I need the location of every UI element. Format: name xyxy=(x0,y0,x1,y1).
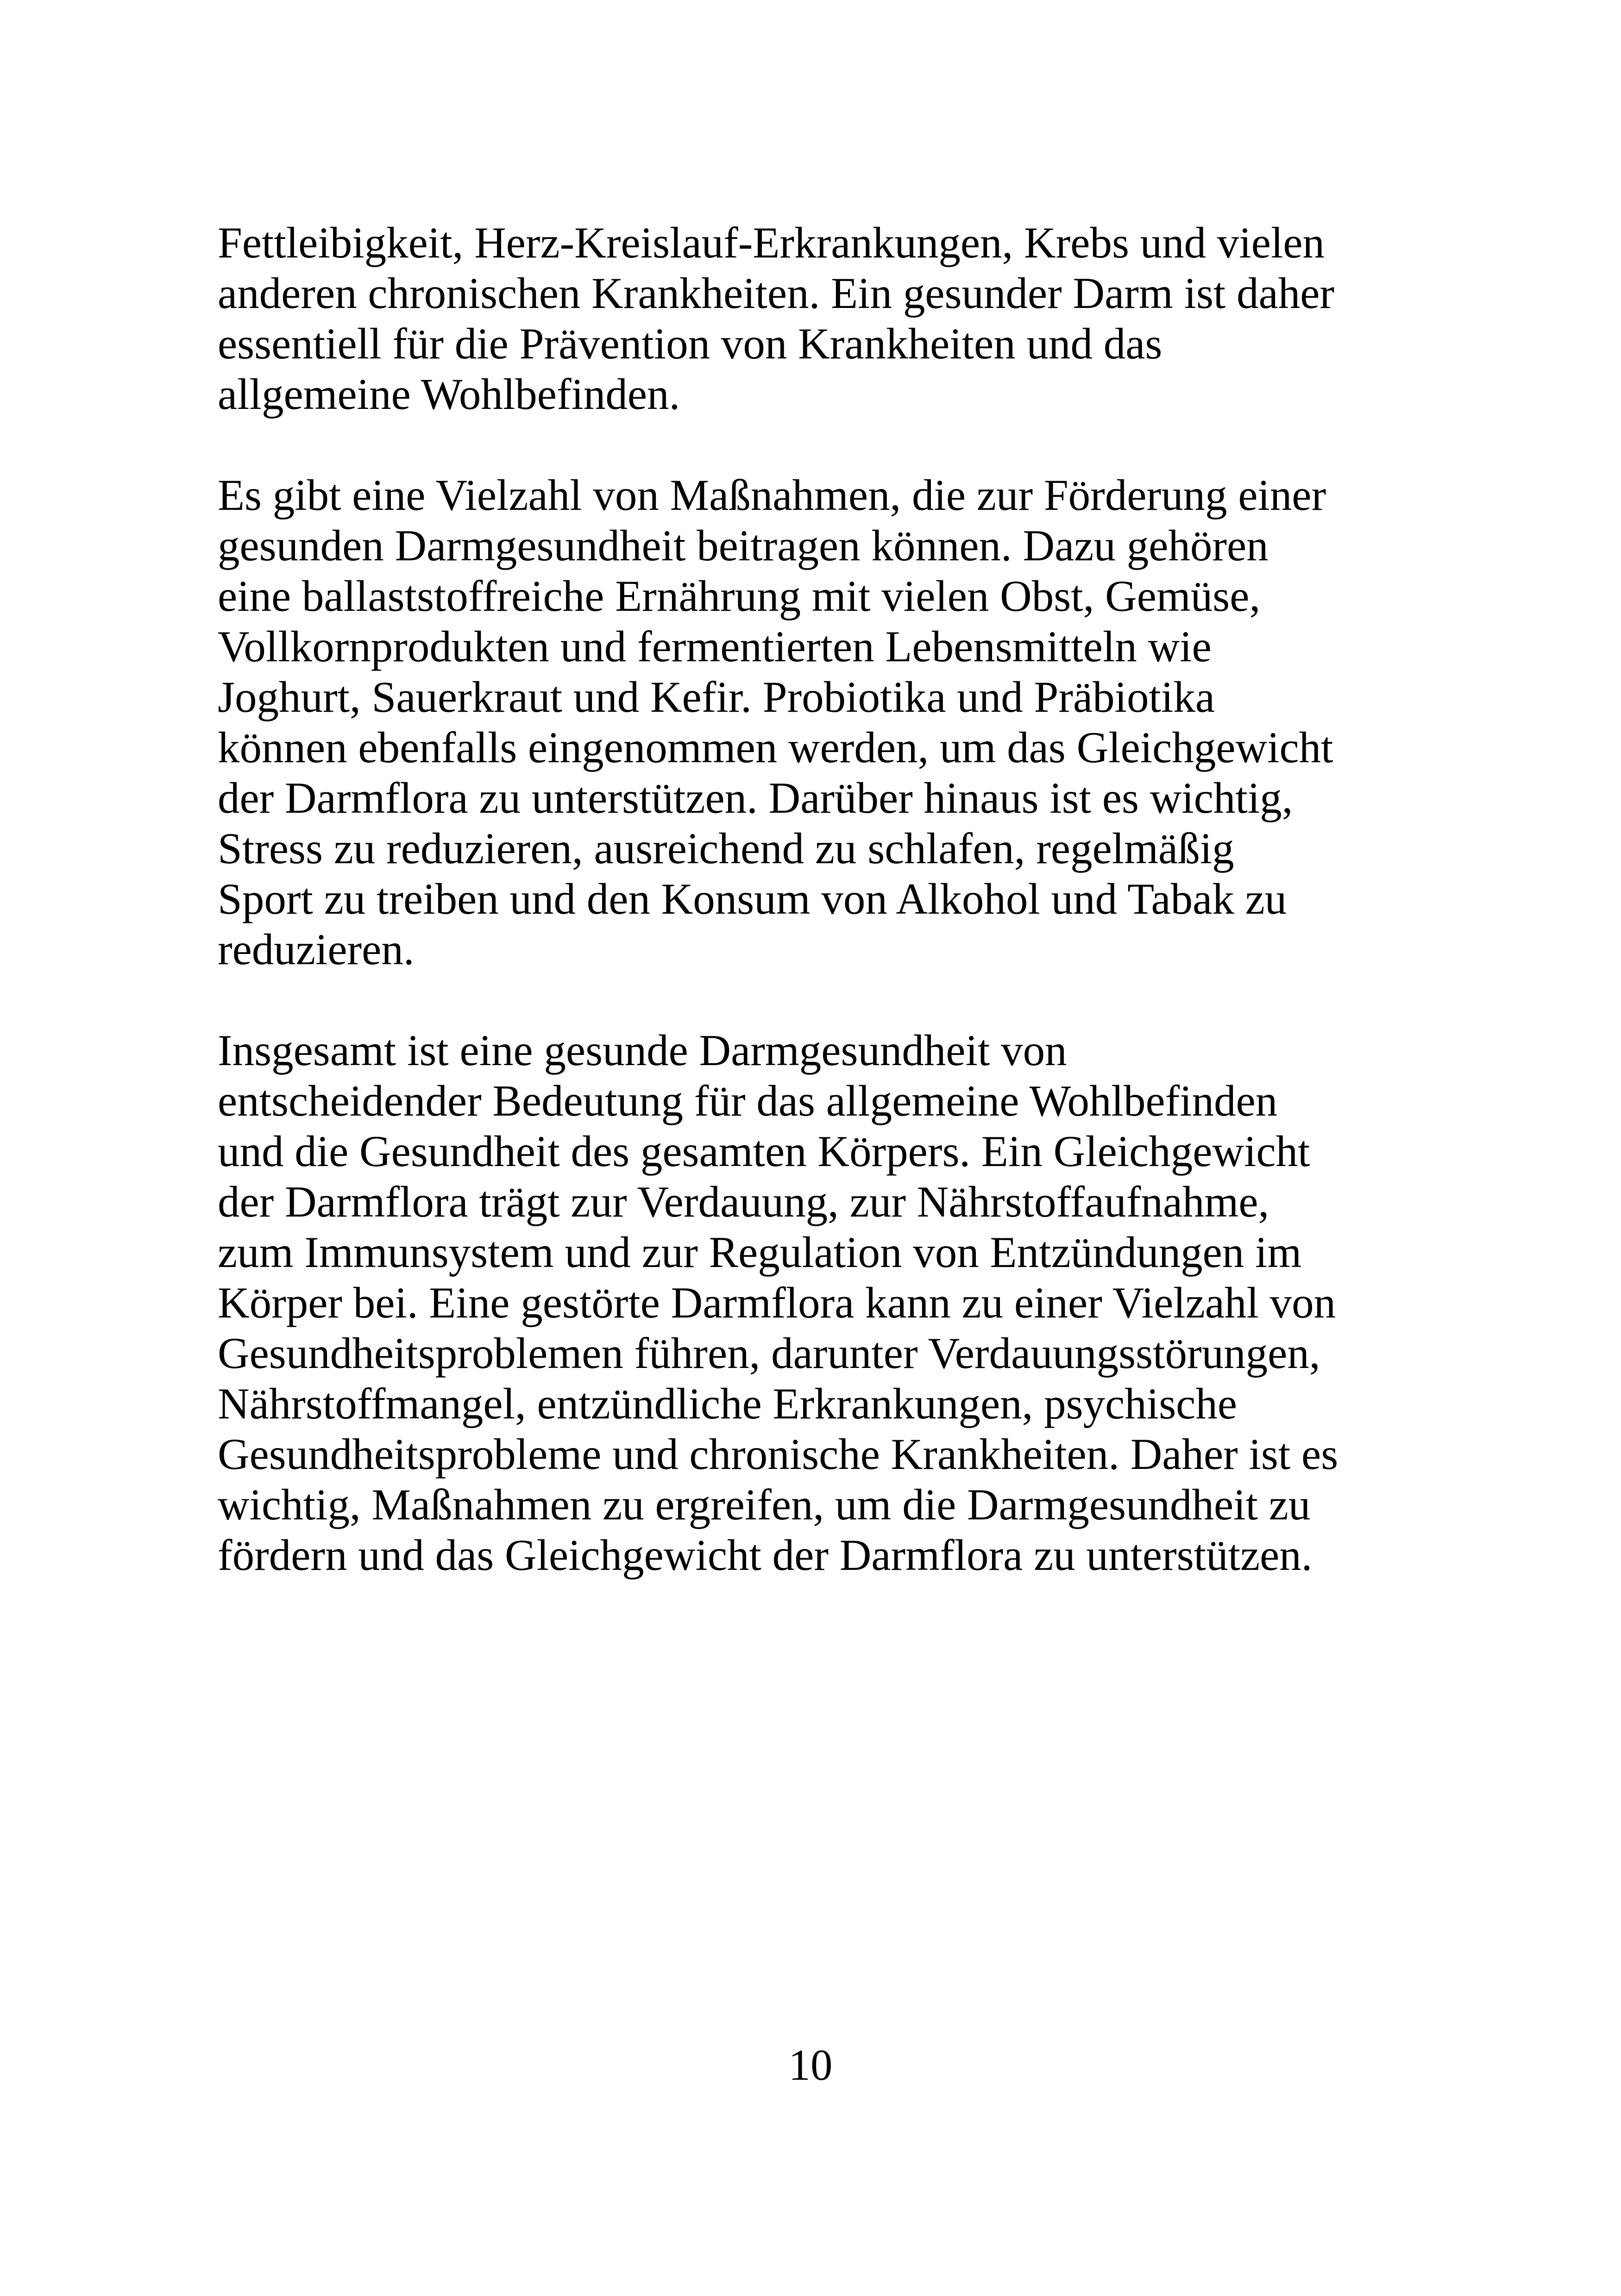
page-number: 10 xyxy=(788,2040,833,2089)
text-line: Joghurt, Sauerkraut und Kefir. Probiotika und Präbiotika xyxy=(218,672,1215,721)
text-line: Es gibt eine Vielzahl von Maßnahmen, die zur Förderung einer xyxy=(218,470,1326,520)
body-text xyxy=(218,218,1431,1631)
text-line: und die Gesundheit des gesamten Körpers. Ein Gleichgewicht xyxy=(218,1127,1310,1176)
text-line: Insgesamt ist eine gesunde Darmgesundheit von xyxy=(218,1026,1067,1075)
text-line: Fettleibigkeit, Herz-Kreislauf-Erkrankungen, Krebs und vielen xyxy=(218,218,1325,267)
text-line: fördern und das Gleichgewicht der Darmflora zu unterstützen. xyxy=(218,1531,1313,1580)
paragraph-3 xyxy=(218,1025,1431,1581)
text-line: Gesundheitsprobleme und chronische Krankheiten. Daher ist es xyxy=(218,1430,1338,1479)
text-line: zum Immunsystem und zur Regulation von Entzündungen im xyxy=(218,1228,1302,1277)
text-line: essentiell für die Prävention von Krankheiten und das xyxy=(218,319,1162,368)
text-line: wichtig, Maßnahmen zu ergreifen, um die Darmgesundheit zu xyxy=(218,1480,1311,1529)
text-line: Vollkornprodukten und fermentierten Lebensmitteln wie xyxy=(218,622,1212,671)
text-line: Stress zu reduzieren, ausreichend zu schlafen, regelmäßig xyxy=(218,824,1234,873)
text-line: gesunden Darmgesundheit beitragen können. Dazu gehören xyxy=(218,521,1269,570)
text-line: anderen chronischen Krankheiten. Ein gesunder Darm ist daher xyxy=(218,269,1335,318)
text-line: können ebenfalls eingenommen werden, um das Gleichgewicht xyxy=(218,723,1333,772)
text-line: der Darmflora trägt zur Verdauung, zur Nährstoffaufnahme, xyxy=(218,1177,1269,1226)
text-line: Sport zu treiben und den Konsum von Alkohol und Tabak zu xyxy=(218,874,1287,923)
text-line: Nährstoffmangel, entzündliche Erkrankungen, psychische xyxy=(218,1379,1238,1428)
text-line: Körper bei. Eine gestörte Darmflora kann zu einer Vielzahl von xyxy=(218,1278,1336,1327)
text-line: reduzieren. xyxy=(218,925,415,974)
text-line: entscheidender Bedeutung für das allgemeine Wohlbefinden xyxy=(218,1076,1278,1125)
text-line: allgemeine Wohlbefinden. xyxy=(218,370,680,419)
text-line: Gesundheitsproblemen führen, darunter Verdauungsstörungen, xyxy=(218,1329,1320,1378)
text-line: der Darmflora zu unterstützen. Darüber hinaus ist es wichtig, xyxy=(218,773,1293,822)
text-line: eine ballaststoffreiche Ernährung mit vielen Obst, Gemüse, xyxy=(218,571,1261,621)
paragraph-1 xyxy=(218,218,1431,420)
paragraph-2 xyxy=(218,470,1431,975)
